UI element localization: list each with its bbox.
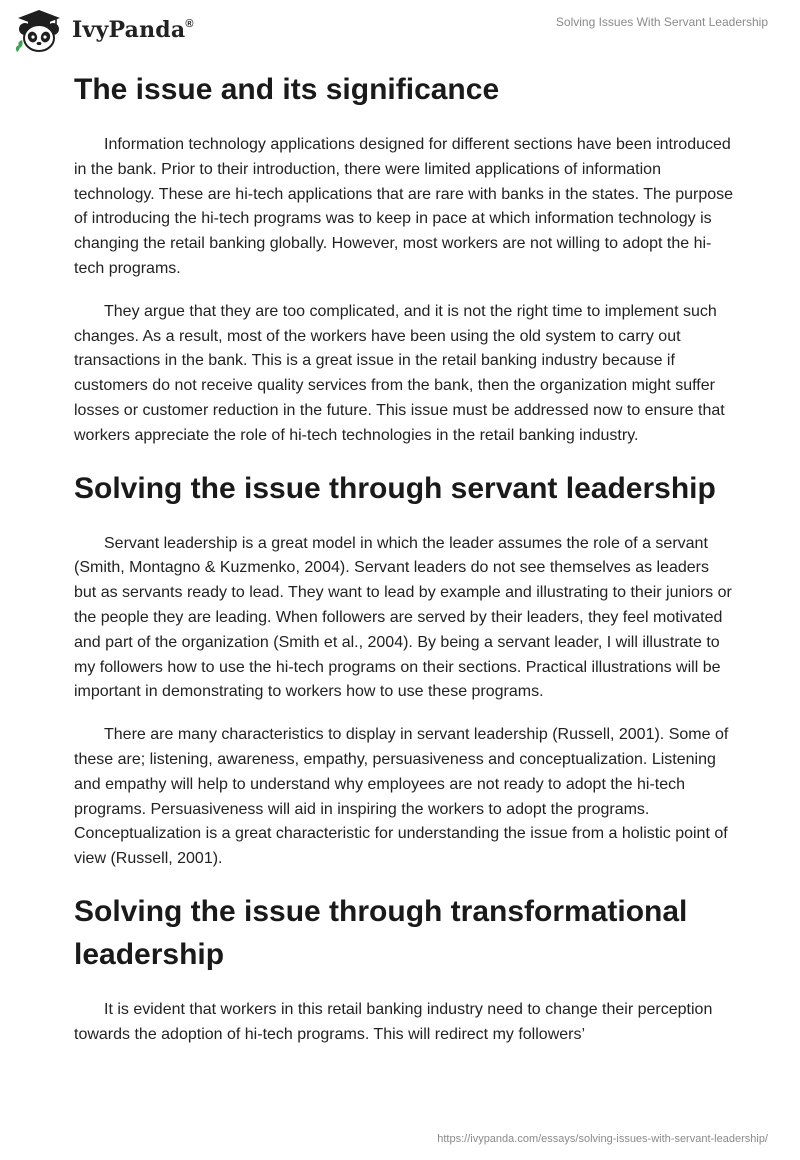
source-url[interactable]: https://ivypanda.com/essays/solving-issues-with-servant-leadership/: [437, 1133, 768, 1145]
paragraph: Servant leadership is a great model in which the leader assumes the role of a servant (Smith, Montagno & Kuzmenko, 2004). Servant leaders do not see themselves as leaders but as servants ready to lead. They want to lead by example and illustrating to their juniors or the people they are leading. When followers are served by their leaders, they feel motivated and part of the organization (Smith et al., 2004). By being a servant leader, I will illustrate to my followers how to use the hi-tech programs on their sections. Practical illustrations will be important in demonstrating to workers how to use these programs.: [74, 534, 732, 701]
panda-graduate-icon: [14, 8, 64, 54]
section-heading: The issue and its significance: [74, 73, 500, 106]
logo-wordmark: IvyPanda®: [72, 17, 194, 43]
paragraph: Information technology applications designed for different sections have been introduced in the bank. Prior to their introduction, there were limited applications of information technology. These are hi-tech applications that are rare with banks in the states. The purpose of introducing the hi-tech programs was to keep in pace at which information technology is changing the retail banking globally. However, most workers are not willing to adopt the hi-tech programs.: [74, 136, 734, 277]
page-header: [0, 0, 800, 62]
section-heading: Solving the issue through transformational leadership: [74, 894, 688, 971]
document-title: Solving Issues With Servant Leadership: [555, 15, 768, 29]
essay-content: [74, 68, 734, 1066]
paragraph: It is evident that workers in this retail banking industry need to change their perception towards the adoption of hi-tech programs. This will redirect my followers’: [74, 1000, 713, 1043]
section-heading: Solving the issue through servant leadership: [74, 471, 716, 505]
ivypanda-logo[interactable]: [14, 8, 194, 54]
paragraph: There are many characteristics to display in servant leadership (Russell, 2001). Some of these are; listening, awareness, empathy, persuasiveness and conceptualization. Listening and empathy will help to understand why employees are not ready to adopt the hi-tech programs. Persuasiveness will aid in inspiring the workers to adopt the programs. Conceptualization is a great characteristic for understanding the issue from a holistic point of view (Russell, 2001).: [74, 726, 729, 868]
paragraph: They argue that they are too complicated, and it is not the right time to implement such changes. As a result, most of the workers have been using the old system to carry out transactions in the bank. This is a great issue in the retail banking industry because if customers do not receive quality services from the bank, then the organization might suffer losses or customer reduction in the future. This issue must be addressed now to ensure that workers appreciate the role of hi-tech technologies in the retail banking industry.: [74, 302, 725, 444]
